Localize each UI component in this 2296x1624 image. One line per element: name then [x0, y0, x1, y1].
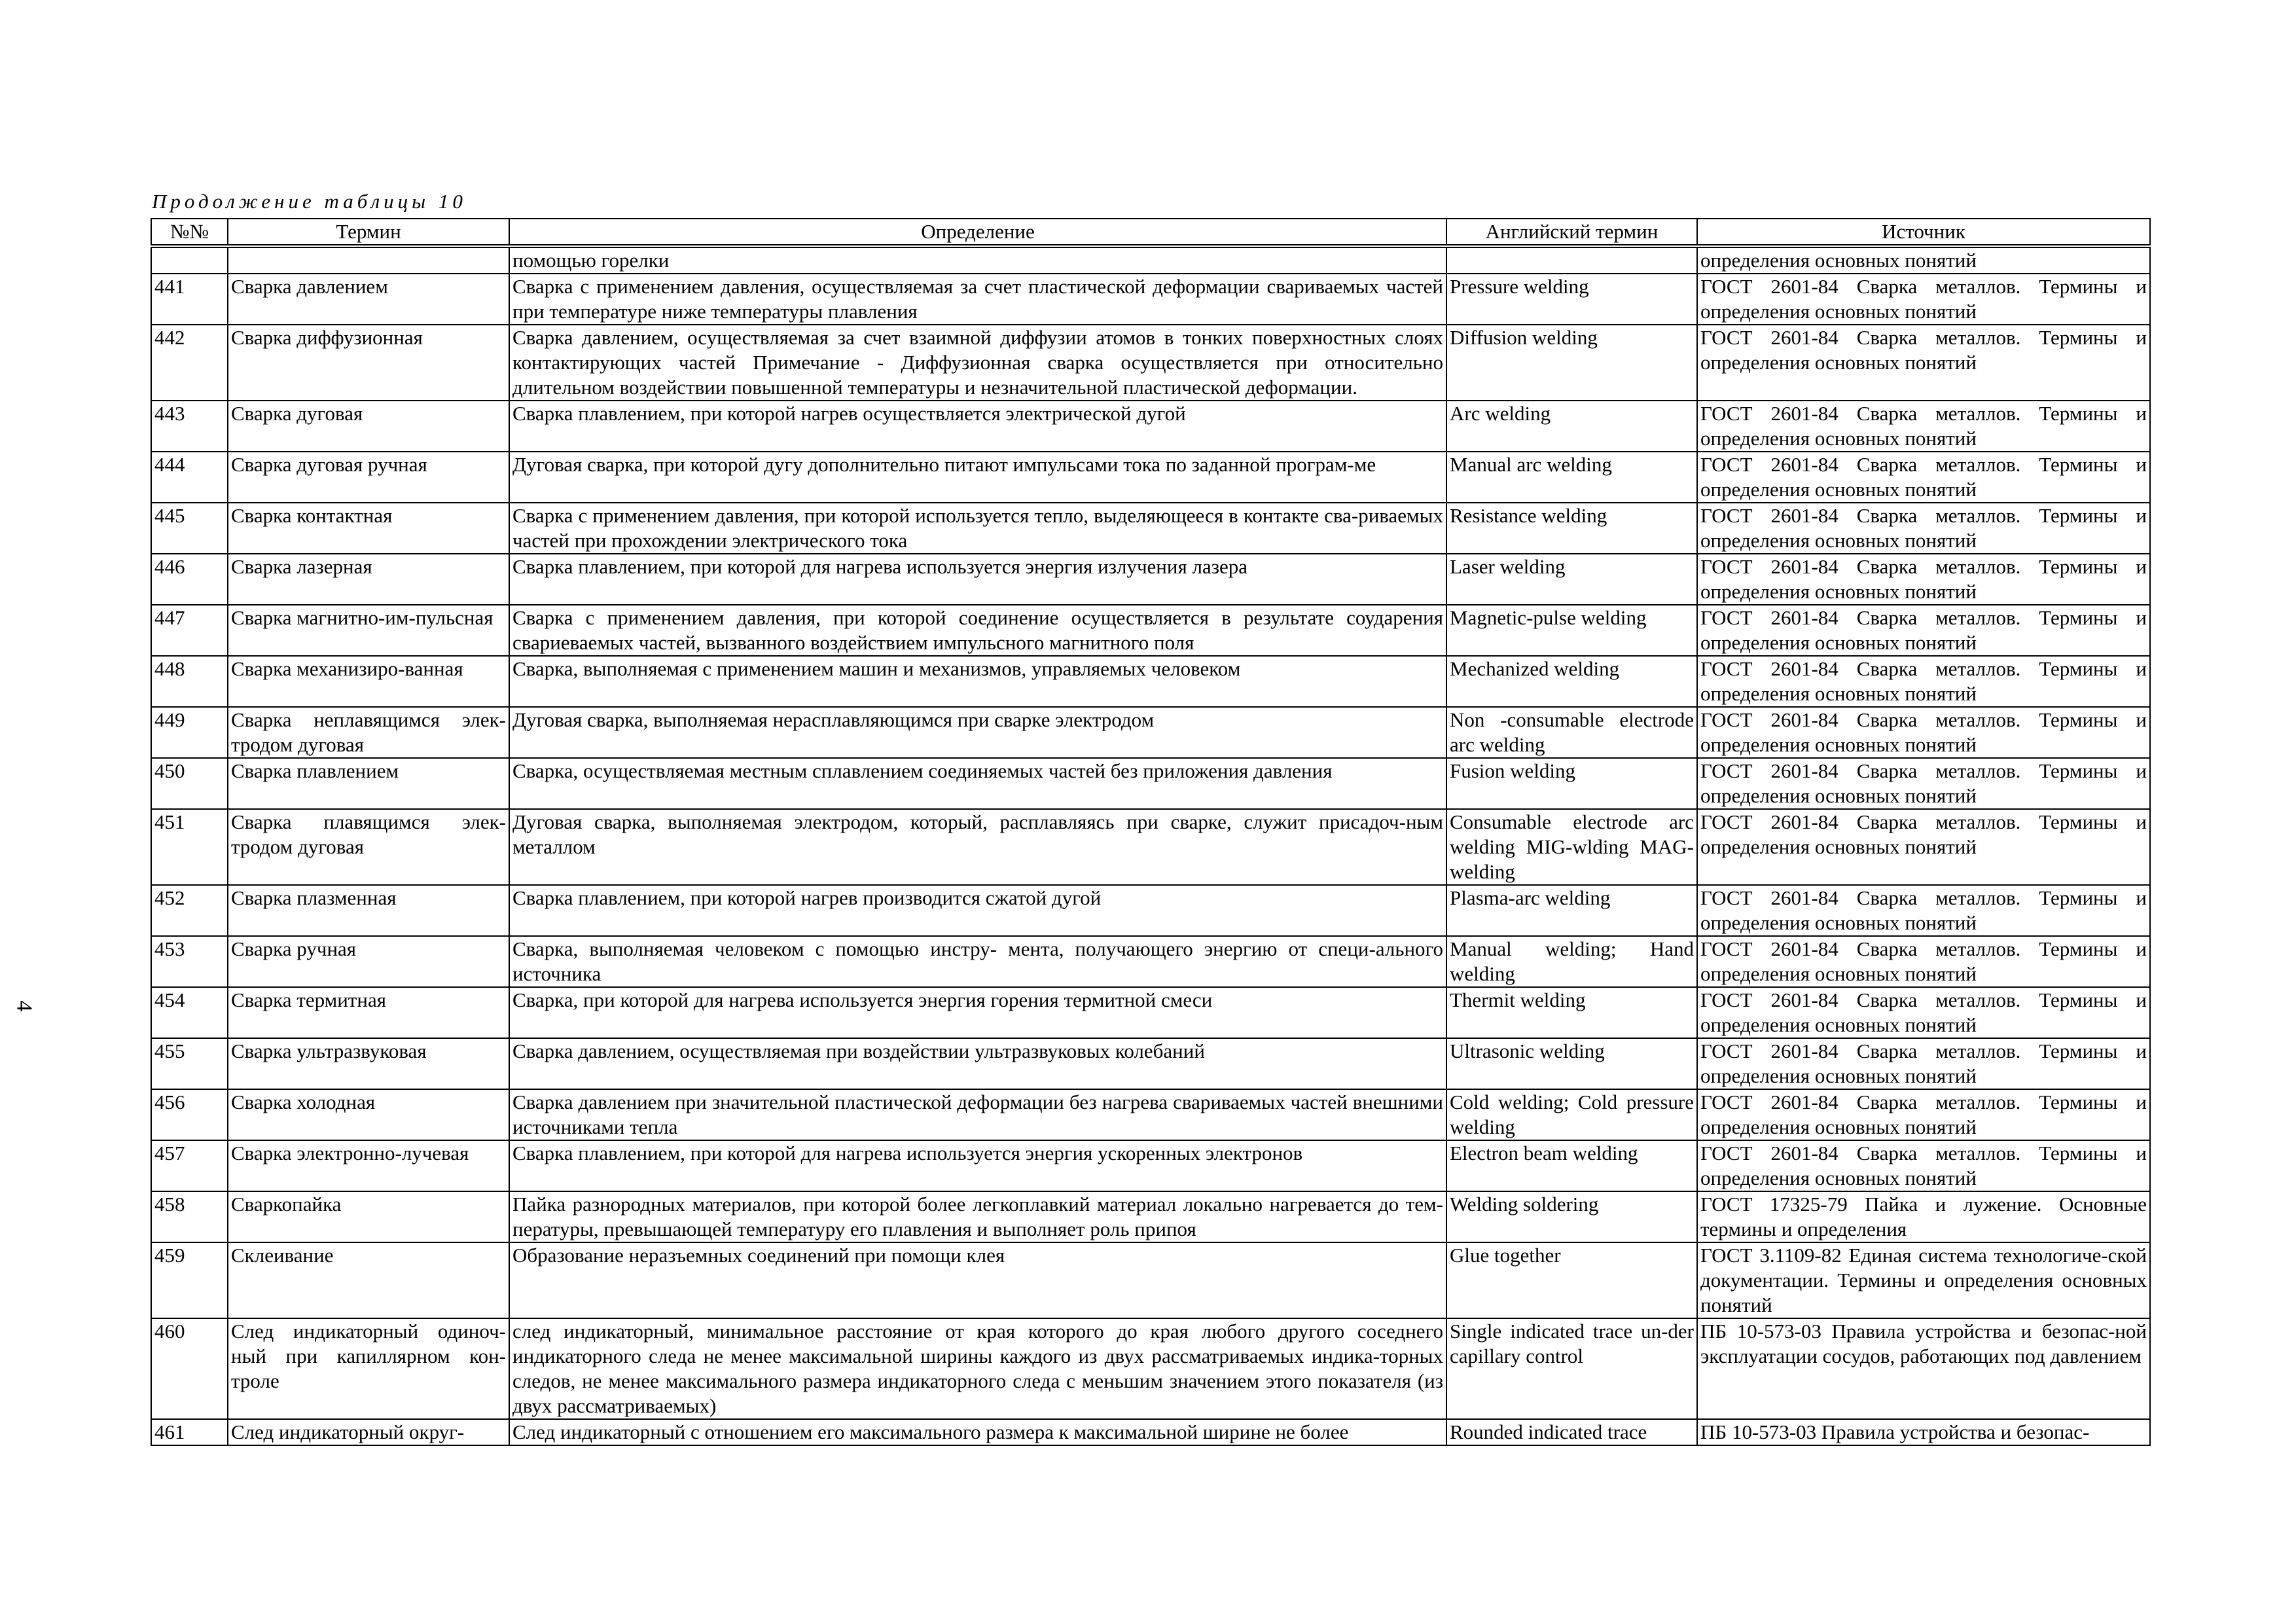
- cell-definition: Пайка разнородных материалов, при которой более легкоплавкий материал локально нагревается до тем-пературы, превышающей температуру его плавления и выполняет роль припоя: [509, 1191, 1446, 1242]
- cell-term: След индикаторный одиноч-ный при капиллярном кон-троле: [228, 1318, 509, 1419]
- cell-definition: Сварка давлением, осуществляемая за счет взаимной диффузии атомов в тонких поверхностных слоях контактирующих частей Примечание - Диффузионная сварка осуществляется при относительно длительном воздействии повышенной температуры и незначительной пластической деформации.: [509, 325, 1446, 401]
- cell-definition: Сварка, при которой для нагрева используется энергия горения термитной смеси: [509, 987, 1446, 1038]
- cell-source: ГОСТ 2601-84 Сварка металлов. Термины и определения основных понятий: [1697, 1140, 2150, 1191]
- cell-definition: след индикаторный, минимальное расстояние от края которого до края любого другого соседнего индикаторного следа не менее максимальной ширины каждого из двух рассматриваемых индика-торных следов, не менее максимального размера индикаторного следа с меньшим значением этого показателя (из двух рассматриваемых): [509, 1318, 1446, 1419]
- cell-term: Сварка неплавящимся элек-тродом дуговая: [228, 707, 509, 758]
- cell-english-term: Magnetic-pulse welding: [1446, 605, 1697, 656]
- cell-english-term: Mechanized welding: [1446, 656, 1697, 707]
- header-term: Термин: [228, 219, 509, 246]
- cell-english-term: Plasma-arc welding: [1446, 885, 1697, 936]
- cell-source: ГОСТ 2601-84 Сварка металлов. Термины и определения основных понятий: [1697, 554, 2150, 605]
- header-source: Источник: [1697, 219, 2150, 246]
- cell-english-term: Cold welding; Cold pressure welding: [1446, 1089, 1697, 1140]
- cell-number: 458: [151, 1191, 228, 1242]
- cell-term: Сварка дуговая: [228, 401, 509, 452]
- cell-term: Сварка плавящимся элек-тродом дуговая: [228, 809, 509, 885]
- cell-english-term: [1446, 246, 1697, 274]
- cell-source: ГОСТ 2601-84 Сварка металлов. Термины и определения основных понятий: [1697, 605, 2150, 656]
- cell-term: Сварка механизиро-ванная: [228, 656, 509, 707]
- cell-number: 452: [151, 885, 228, 936]
- cell-english-term: Diffusion welding: [1446, 325, 1697, 401]
- cell-term: Сварка плавлением: [228, 758, 509, 809]
- cell-definition: Сварка, осуществляемая местным сплавлением соединяемых частей без приложения давления: [509, 758, 1446, 809]
- cell-definition: Сварка с применением давления, при которой используется тепло, выделяющееся в контакте сва-риваемых частей при прохождении электрического тока: [509, 503, 1446, 554]
- cell-definition: Образование неразъемных соединений при помощи клея: [509, 1242, 1446, 1318]
- cell-number: 446: [151, 554, 228, 605]
- cell-number: 443: [151, 401, 228, 452]
- cell-definition: Сварка с применением давления, осуществляемая за счет пластической деформации свариваемых частей при температуре ниже температуры плавления: [509, 274, 1446, 325]
- table-row: [151, 885, 2150, 936]
- cell-source: ГОСТ 2601-84 Сварка металлов. Термины и определения основных понятий: [1697, 1038, 2150, 1089]
- cell-number: 447: [151, 605, 228, 656]
- cell-english-term: Pressure welding: [1446, 274, 1697, 325]
- table-row: [151, 401, 2150, 452]
- cell-source: ПБ 10-573-03 Правила устройства и безопас-ной эксплуатации сосудов, работающих под давлением: [1697, 1318, 2150, 1419]
- cell-definition: Дуговая сварка, выполняемая нерасплавляющимся при сварке электродом: [509, 707, 1446, 758]
- table-row: [151, 503, 2150, 554]
- cell-source: ГОСТ 2601-84 Сварка металлов. Термины и определения основных понятий: [1697, 809, 2150, 885]
- table-row: [151, 1242, 2150, 1318]
- table-row: [151, 554, 2150, 605]
- table-header-row: [151, 219, 2150, 246]
- header-definition: Определение: [509, 219, 1446, 246]
- cell-number: 445: [151, 503, 228, 554]
- table-row: [151, 936, 2150, 987]
- table-row: [151, 707, 2150, 758]
- cell-term: Склеивание: [228, 1242, 509, 1318]
- cell-english-term: Non -consumable electrode arc welding: [1446, 707, 1697, 758]
- cell-english-term: Resistance welding: [1446, 503, 1697, 554]
- cell-source: ГОСТ 2601-84 Сварка металлов. Термины и определения основных понятий: [1697, 1089, 2150, 1140]
- terms-table: [151, 218, 2151, 1446]
- cell-definition: Сварка давлением, осуществляемая при воздействии ультразвуковых колебаний: [509, 1038, 1446, 1089]
- cell-source: ПБ 10-573-03 Правила устройства и безопас-: [1697, 1419, 2150, 1445]
- cell-definition: Сварка, выполняемая человеком с помощью инстру- мента, получающего энергию от специ-ального источника: [509, 936, 1446, 987]
- cell-definition: Сварка плавлением, при которой нагрев осуществляется электрической дугой: [509, 401, 1446, 452]
- cell-term: След индикаторный округ-: [228, 1419, 509, 1445]
- cell-number: 448: [151, 656, 228, 707]
- cell-source: ГОСТ 2601-84 Сварка металлов. Термины и определения основных понятий: [1697, 503, 2150, 554]
- cell-english-term: Manual arc welding: [1446, 452, 1697, 503]
- table-row: [151, 656, 2150, 707]
- cell-source: ГОСТ 2601-84 Сварка металлов. Термины и определения основных понятий: [1697, 987, 2150, 1038]
- cell-number: 450: [151, 758, 228, 809]
- cell-term: Сварка диффузионная: [228, 325, 509, 401]
- cell-source: ГОСТ 17325-79 Пайка и лужение. Основные термины и определения: [1697, 1191, 2150, 1242]
- cell-number: 451: [151, 809, 228, 885]
- cell-definition: Сварка с применением давления, при которой соединение осуществляется в результате соударения свариеваемых частей, вызванного воздействием импульсного магнитного поля: [509, 605, 1446, 656]
- cell-english-term: Arc welding: [1446, 401, 1697, 452]
- cell-definition: Сварка, выполняемая с применением машин и механизмов, управляемых человеком: [509, 656, 1446, 707]
- cell-term: Сварка ручная: [228, 936, 509, 987]
- cell-number: 457: [151, 1140, 228, 1191]
- table-row: [151, 809, 2150, 885]
- table-caption: Продолжение таблицы 10: [152, 190, 467, 213]
- cell-source: ГОСТ 2601-84 Сварка металлов. Термины и определения основных понятий: [1697, 325, 2150, 401]
- cell-term: Сварка магнитно-им-пульсная: [228, 605, 509, 656]
- header-number: №№: [151, 219, 228, 246]
- cell-term: Сваркопайка: [228, 1191, 509, 1242]
- cell-source: определения основных понятий: [1697, 246, 2150, 274]
- cell-term: Сварка ультразвуковая: [228, 1038, 509, 1089]
- cell-source: ГОСТ 2601-84 Сварка металлов. Термины и определения основных понятий: [1697, 707, 2150, 758]
- cell-english-term: Laser welding: [1446, 554, 1697, 605]
- table-row: [151, 1089, 2150, 1140]
- cell-number: 454: [151, 987, 228, 1038]
- table-row: [151, 1318, 2150, 1419]
- cell-number: 460: [151, 1318, 228, 1419]
- table-row: [151, 325, 2150, 401]
- table-row: [151, 758, 2150, 809]
- table-row: [151, 1191, 2150, 1242]
- cell-english-term: Electron beam welding: [1446, 1140, 1697, 1191]
- cell-english-term: Thermit welding: [1446, 987, 1697, 1038]
- cell-english-term: Manual welding; Hand welding: [1446, 936, 1697, 987]
- cell-english-term: Rounded indicated trace: [1446, 1419, 1697, 1445]
- cell-term: Сварка электронно-лучевая: [228, 1140, 509, 1191]
- cell-english-term: Single indicated trace un-der capillary control: [1446, 1318, 1697, 1419]
- cell-term: Сварка контактная: [228, 503, 509, 554]
- cell-source: ГОСТ 2601-84 Сварка металлов. Термины и определения основных понятий: [1697, 936, 2150, 987]
- cell-definition: помощью горелки: [509, 246, 1446, 274]
- cell-definition: Сварка давлением при значительной пластической деформации без нагрева свариваемых частей внешними источниками тепла: [509, 1089, 1446, 1140]
- cell-english-term: Ultrasonic welding: [1446, 1038, 1697, 1089]
- cell-source: ГОСТ 2601-84 Сварка металлов. Термины и определения основных понятий: [1697, 401, 2150, 452]
- table-row: [151, 1140, 2150, 1191]
- cell-term: Сварка холодная: [228, 1089, 509, 1140]
- header-english-term: Английский термин: [1446, 219, 1697, 246]
- cell-english-term: Fusion welding: [1446, 758, 1697, 809]
- page-number: 4: [12, 1000, 37, 1012]
- table-row: [151, 1419, 2150, 1445]
- cell-number: 453: [151, 936, 228, 987]
- cell-term: Сварка дуговая ручная: [228, 452, 509, 503]
- cell-number: 461: [151, 1419, 228, 1445]
- cell-term: Сварка плазменная: [228, 885, 509, 936]
- cell-number: 444: [151, 452, 228, 503]
- cell-source: ГОСТ 2601-84 Сварка металлов. Термины и определения основных понятий: [1697, 656, 2150, 707]
- cell-source: ГОСТ 3.1109-82 Единая система технологиче-ской документации. Термины и определения основных понятий: [1697, 1242, 2150, 1318]
- cell-definition: Сварка плавлением, при которой для нагрева используется энергия ускоренных электронов: [509, 1140, 1446, 1191]
- cell-definition: Дуговая сварка, выполняемая электродом, который, расплавляясь при сварке, служит присадоч-ным металлом: [509, 809, 1446, 885]
- table-row: [151, 274, 2150, 325]
- cell-english-term: Welding soldering: [1446, 1191, 1697, 1242]
- cell-number: [151, 246, 228, 274]
- cell-definition: След индикаторный с отношением его максимального размера к максимальной ширине не более: [509, 1419, 1446, 1445]
- cell-term: Сварка термитная: [228, 987, 509, 1038]
- cell-number: 441: [151, 274, 228, 325]
- cell-number: 449: [151, 707, 228, 758]
- cell-english-term: Consumable electrode arc welding MIG-wlding MAG-welding: [1446, 809, 1697, 885]
- table-row: [151, 1038, 2150, 1089]
- cell-term: Сварка давлением: [228, 274, 509, 325]
- cell-term: Сварка лазерная: [228, 554, 509, 605]
- cell-number: 456: [151, 1089, 228, 1140]
- cell-number: 459: [151, 1242, 228, 1318]
- cell-definition: Дуговая сварка, при которой дугу дополнительно питают импульсами тока по заданной програм-ме: [509, 452, 1446, 503]
- cell-source: ГОСТ 2601-84 Сварка металлов. Термины и определения основных понятий: [1697, 274, 2150, 325]
- cell-source: ГОСТ 2601-84 Сварка металлов. Термины и определения основных понятий: [1697, 758, 2150, 809]
- table-row: [151, 452, 2150, 503]
- cell-term: [228, 246, 509, 274]
- cell-number: 455: [151, 1038, 228, 1089]
- cell-number: 442: [151, 325, 228, 401]
- table-row: [151, 605, 2150, 656]
- table-row: [151, 246, 2150, 274]
- table-row: [151, 987, 2150, 1038]
- cell-source: ГОСТ 2601-84 Сварка металлов. Термины и определения основных понятий: [1697, 885, 2150, 936]
- cell-definition: Сварка плавлением, при которой для нагрева используется энергия излучения лазера: [509, 554, 1446, 605]
- cell-source: ГОСТ 2601-84 Сварка металлов. Термины и определения основных понятий: [1697, 452, 2150, 503]
- cell-definition: Сварка плавлением, при которой нагрев производится сжатой дугой: [509, 885, 1446, 936]
- cell-english-term: Glue together: [1446, 1242, 1697, 1318]
